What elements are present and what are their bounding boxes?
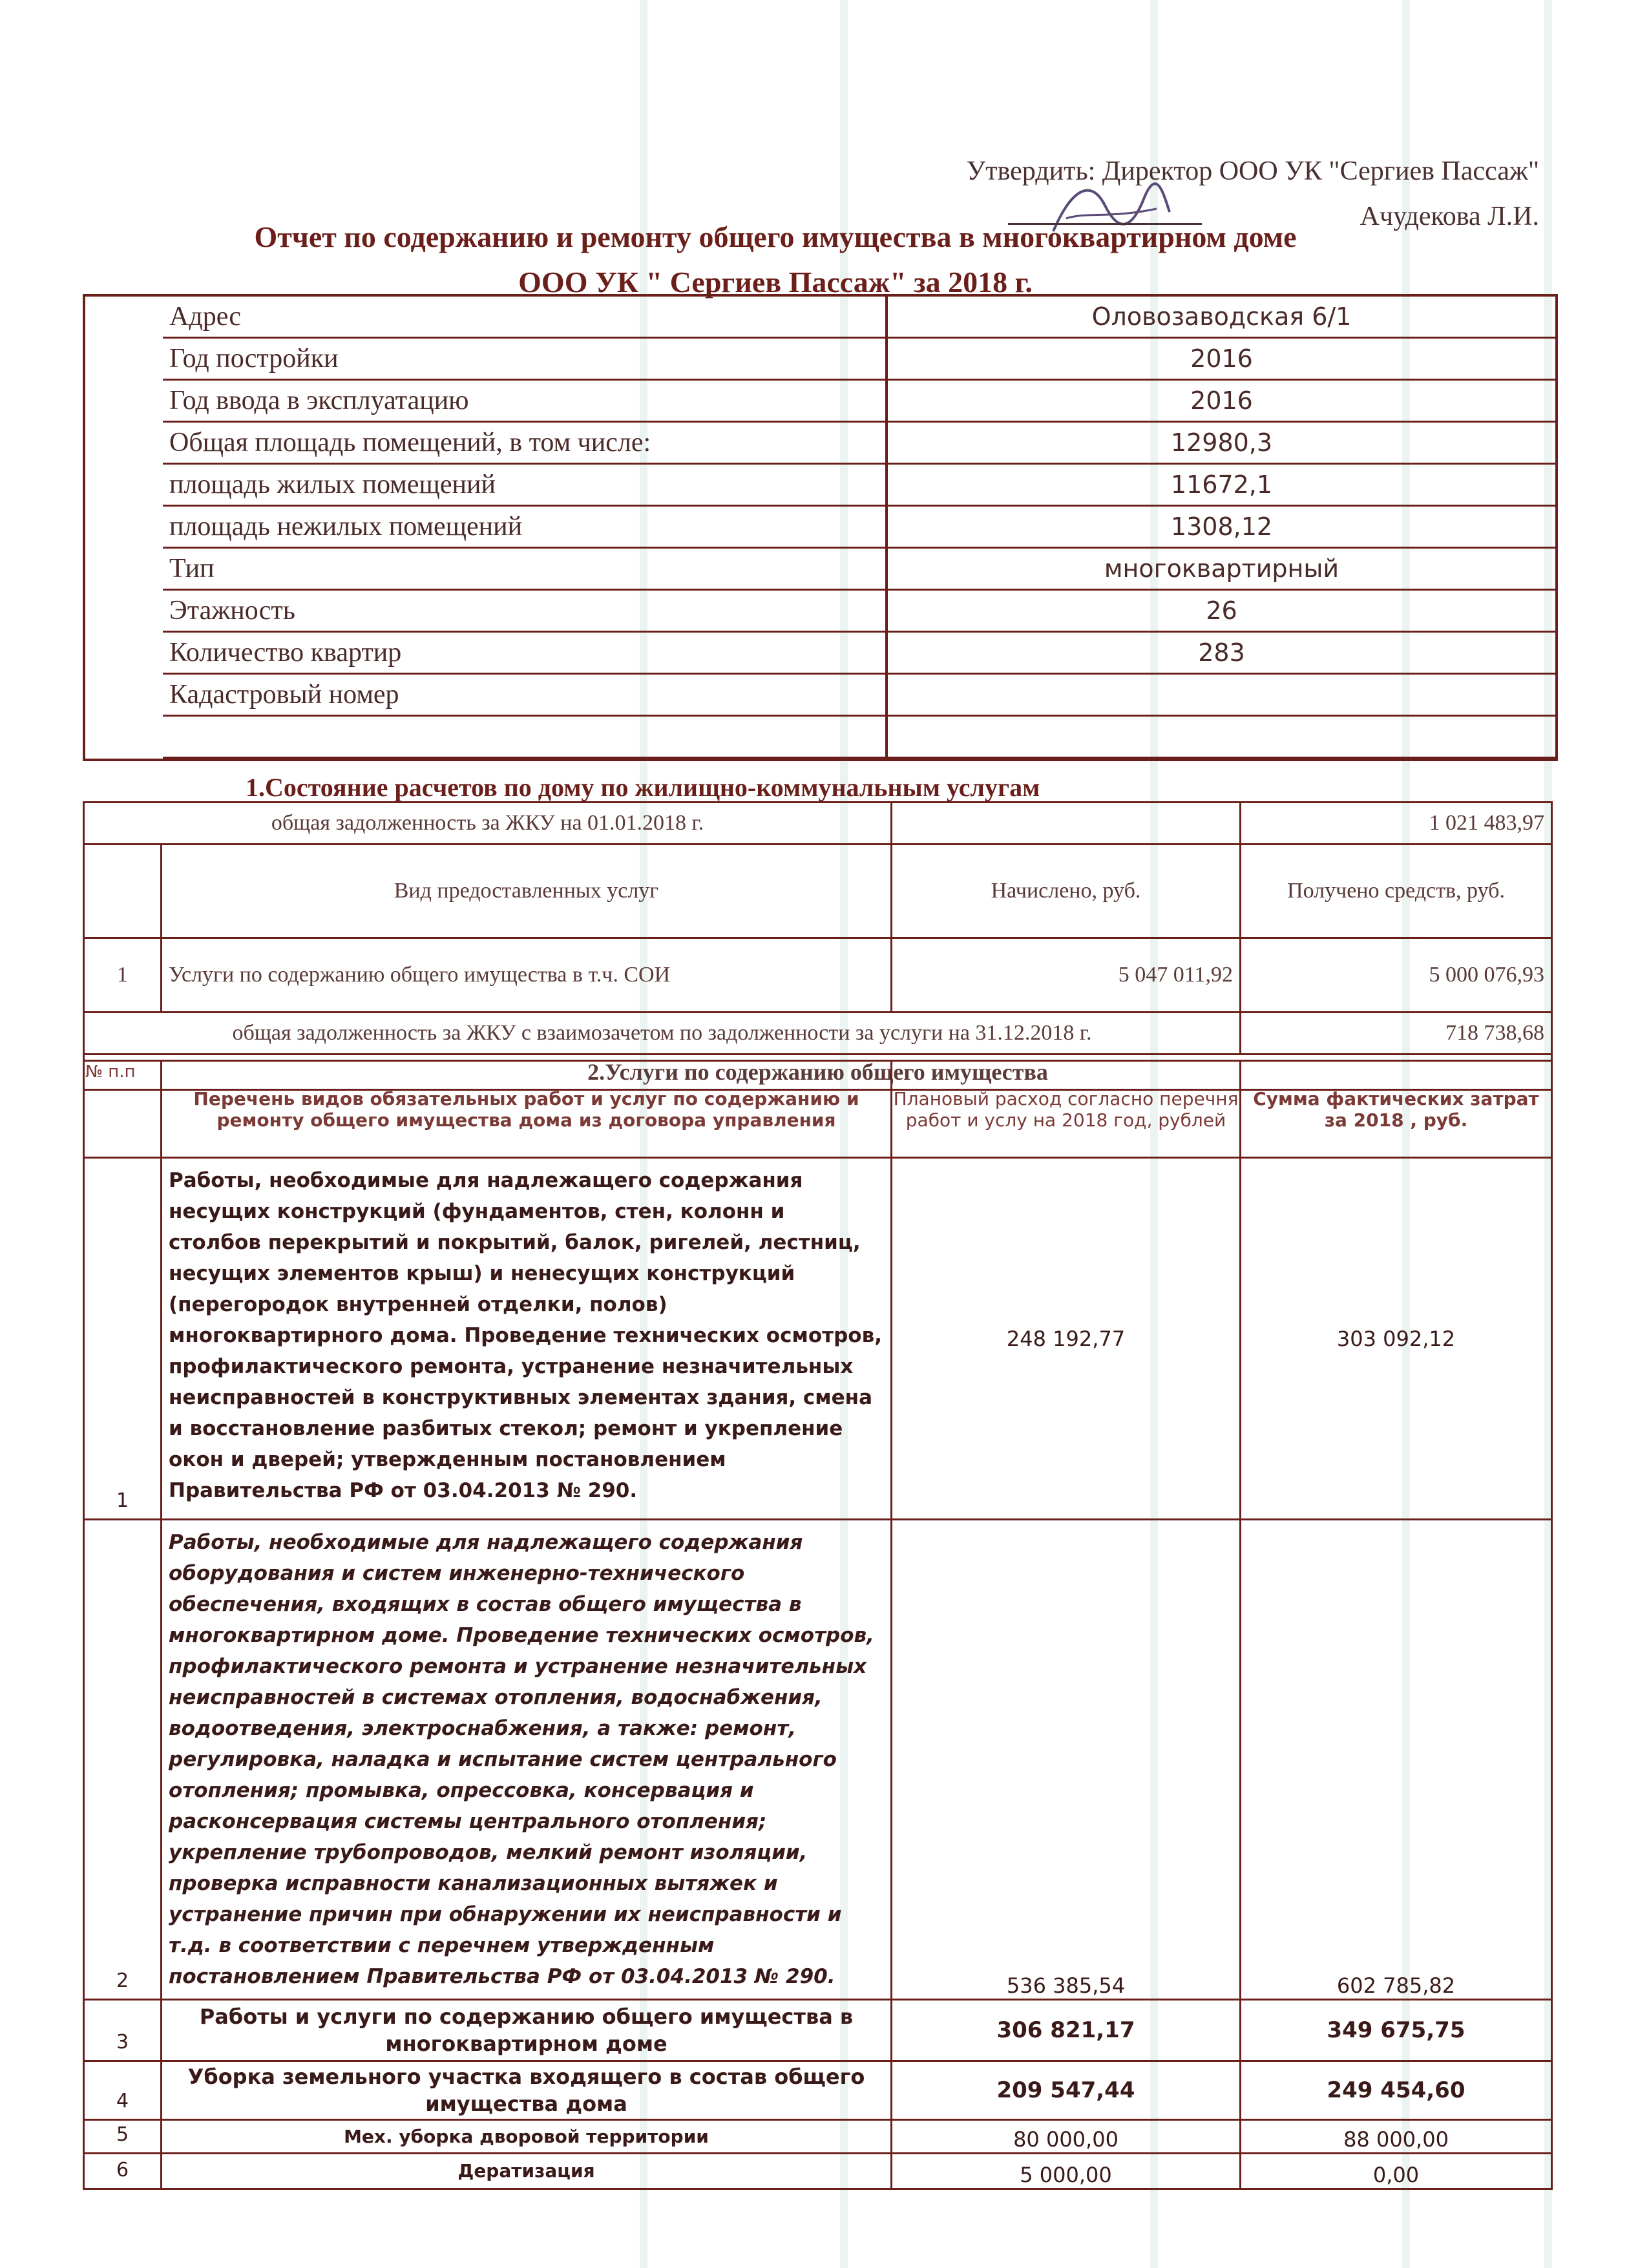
service-plan-amount: 5 000,00: [892, 2154, 1241, 2189]
info-row: [163, 464, 1555, 506]
row-service: Услуги по содержанию общего имущества в т.ч. СОИ: [162, 938, 892, 1013]
section1-heading: 1.Состояние расчетов по дому по жилищно-коммунальным услугам: [246, 773, 1040, 802]
info-value: многоквартирный: [887, 548, 1555, 590]
info-label: Адрес: [163, 297, 887, 338]
info-value: 2016: [887, 338, 1555, 380]
service-fact-amount: 303 092,12: [1241, 1158, 1552, 1520]
service-row: [84, 2154, 1552, 2189]
info-row: [163, 422, 1555, 464]
col-fact-header: Сумма фактических затрат за 2018 , руб.: [1241, 1061, 1552, 1158]
col-num-header: № п.п: [84, 1061, 162, 1158]
service-row: [84, 1158, 1552, 1520]
info-label: Год ввода в эксплуатацию: [163, 380, 887, 422]
report-title-line1: Отчет по содержанию и ремонту общего имущества в многоквартирном доме: [254, 220, 1297, 253]
debt-start-label: общая задолженность за ЖКУ на 01.01.2018 г.: [84, 803, 892, 845]
debt-start-value: 1 021 483,97: [1241, 803, 1552, 845]
col-service-header: Вид предоставленных услуг: [162, 845, 892, 938]
service-plan-amount: 306 821,17: [892, 2000, 1241, 2061]
info-label: Тип: [163, 548, 887, 590]
debt-end-label: общая задолженность за ЖКУ с взаимозачетом по задолженности за услуги на 31.12.2018 г.: [84, 1013, 1241, 1055]
service-description: Работы, необходимые для надлежащего содержания оборудования и систем инженерно-технического обеспечения, входящих в состав общего имущества в многоквартирном доме. Проведение технических осмотров, профилактического ремонта и устранение незначительных неисправностей в системах отопления, водоснабжения, водоотведения, электроснабжения, а также: ремонт, регулировка, наладка и испытание систем центрального отопления; промывка, опрессовка, консервация и расконсервация системы центрального отопления; укрепление трубопроводов, мелкий ремонт изоляции, проверка исправности канализационных вытяжек и устранение причин при обнаружении их неисправности и т.д. в соответствии с перечнем утвержденным постановлением Правительства РФ от 03.04.2013 № 290.: [162, 1520, 892, 2000]
building-info-table: [163, 297, 1555, 759]
col-plan-header: Плановый расход согласно перечня работ и услу на 2018 год, рублей: [892, 1061, 1241, 1158]
info-row: [163, 632, 1555, 674]
approval-line: Утвердить: Директор ООО УК "Сергиев Пассаж": [966, 156, 1539, 186]
info-value: 283: [887, 632, 1555, 674]
service-number: 6: [84, 2154, 162, 2189]
info-row: [163, 380, 1555, 422]
info-spacer-row: [163, 716, 1555, 758]
section2-table: [83, 1060, 1553, 2190]
info-value: 2016: [887, 380, 1555, 422]
row-number: 1: [84, 938, 162, 1013]
service-fact-amount: 349 675,75: [1241, 2000, 1552, 2061]
service-plan-amount: 248 192,77: [892, 1158, 1241, 1520]
report-title-line2: ООО УК " Сергиев Пассаж" за 2018 г.: [518, 266, 1033, 299]
info-value: Оловозаводская 6/1: [887, 297, 1555, 338]
service-fact-amount: 249 454,60: [1241, 2061, 1552, 2120]
service-plan-amount: 536 385,54: [892, 1520, 1241, 2000]
info-value: 12980,3: [887, 422, 1555, 464]
service-plan-amount: 209 547,44: [892, 2061, 1241, 2120]
service-number: 2: [84, 1520, 162, 2000]
service-fact-amount: 602 785,82: [1241, 1520, 1552, 2000]
service-number: 1: [84, 1158, 162, 1520]
service-description: Работы, необходимые для надлежащего содержания несущих конструкций (фундаментов, стен, колонн и столбов перекрытий и покрытий, балок, ригелей, лестниц, несущих элементов крыш) и ненесущих конструкций (перегородок внутренней отделки, полов) многоквартирного дома. Проведение технических осмотров, профилактического ремонта, устранение незначительных неисправностей в конструктивных элементах здания, смена и восстановление разбитых стекол; ремонт и укрепление окон и дверей; утвержденным постановлением Правительства РФ от 03.04.2013 № 290.: [162, 1158, 892, 1520]
service-row: [84, 1520, 1552, 2000]
section1-table: [83, 801, 1553, 1091]
info-value: 26: [887, 590, 1555, 632]
service-description: Уборка земельного участка входящего в состав общего имущества дома: [162, 2061, 892, 2120]
col-list-header: Перечень видов обязательных работ и услуг по содержанию и ремонту общего имущества дома из договора управления: [162, 1061, 892, 1158]
info-label: Кадастровый номер: [163, 674, 887, 716]
info-value: [887, 674, 1555, 716]
info-row: [163, 506, 1555, 548]
info-spacer: [887, 716, 1555, 758]
service-number: 4: [84, 2061, 162, 2120]
info-label: Год постройки: [163, 338, 887, 380]
info-label: Этажность: [163, 590, 887, 632]
info-row: [163, 338, 1555, 380]
col-received-header: Получено средств, руб.: [1241, 845, 1552, 938]
info-row: [163, 297, 1555, 338]
info-label: площадь нежилых помещений: [163, 506, 887, 548]
info-label: площадь жилых помещений: [163, 464, 887, 506]
service-row: [84, 2061, 1552, 2120]
debt-end-value: 718 738,68: [1241, 1013, 1552, 1055]
debt-start-spacer: [892, 803, 1241, 845]
service-description: Работы и услуги по содержанию общего имущества в многоквартирном доме: [162, 2000, 892, 2061]
service-row: [84, 2120, 1552, 2154]
service-fact-amount: 88 000,00: [1241, 2120, 1552, 2154]
service-number: 5: [84, 2120, 162, 2154]
info-row: [163, 590, 1555, 632]
info-label: Общая площадь помещений, в том числе:: [163, 422, 887, 464]
service-fact-amount: 0,00: [1241, 2154, 1552, 2189]
info-value: 11672,1: [887, 464, 1555, 506]
info-row: [163, 548, 1555, 590]
col-num-blank: [84, 845, 162, 938]
row-charged: 5 047 011,92: [892, 938, 1241, 1013]
info-value: 1308,12: [887, 506, 1555, 548]
service-row: [84, 2000, 1552, 2061]
section2-heading: 2.Услуги по содержанию общего имущества: [84, 1055, 1552, 1090]
service-description: Дератизация: [162, 2154, 892, 2189]
service-plan-amount: 80 000,00: [892, 2120, 1241, 2154]
building-info-box: [83, 294, 1558, 761]
info-label: Количество квартир: [163, 632, 887, 674]
director-name: Ачудекова Л.И.: [1360, 202, 1539, 231]
col-charged-header: Начислено, руб.: [892, 845, 1241, 938]
info-spacer: [163, 716, 887, 758]
info-row: [163, 674, 1555, 716]
service-number: 3: [84, 2000, 162, 2061]
row-received: 5 000 076,93: [1241, 938, 1552, 1013]
service-description: Мех. уборка дворовой территории: [162, 2120, 892, 2154]
